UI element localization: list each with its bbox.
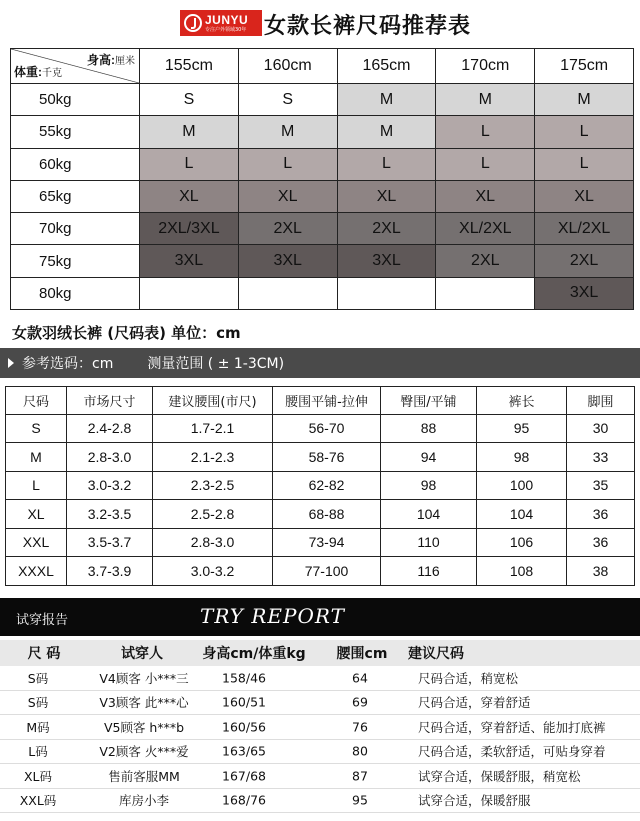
weight-row-label: 80kg bbox=[10, 278, 140, 310]
size-table-cell: 3.5-3.7 bbox=[67, 529, 153, 558]
try-report-cell: 76 bbox=[352, 719, 368, 735]
down-pants-size-table bbox=[5, 386, 635, 586]
size-table-cell: 3.7-3.9 bbox=[67, 557, 153, 586]
size-cell: 3XL bbox=[338, 245, 437, 277]
size-table-cell: 33 bbox=[567, 443, 635, 472]
size-table-cell: 100 bbox=[477, 472, 567, 501]
size-cell: S bbox=[239, 84, 338, 116]
size-table-cell: XXL bbox=[5, 529, 67, 558]
size-table-cell: 88 bbox=[381, 415, 477, 444]
try-report-cell: 尺码合适，穿着舒适、能加打底裤 bbox=[418, 719, 606, 735]
size-table-cell: 36 bbox=[567, 500, 635, 529]
try-report-cell: 87 bbox=[352, 768, 368, 784]
try-report-cell: S码 bbox=[27, 695, 49, 711]
size-table-cell: 2.8-3.0 bbox=[153, 529, 273, 558]
weight-row-label: 75kg bbox=[10, 245, 140, 277]
try-report-cell: V3顾客 此***心 bbox=[99, 695, 189, 711]
size-table-cell: 98 bbox=[477, 443, 567, 472]
brand-name: JUNYU bbox=[205, 12, 249, 27]
weight-row-label: 55kg bbox=[10, 116, 140, 148]
weight-row-label: 50kg bbox=[10, 84, 140, 116]
try-report-row bbox=[0, 666, 640, 691]
size-table-cell: S bbox=[5, 415, 67, 444]
try-report-cell: 95 bbox=[352, 792, 368, 808]
size-cell: 2XL bbox=[239, 213, 338, 245]
size-table-cell: 56-70 bbox=[273, 415, 381, 444]
try-report-bar bbox=[0, 598, 640, 636]
size-cell: XL bbox=[338, 181, 437, 213]
try-report-cell: 69 bbox=[352, 694, 368, 710]
height-axis-label: 身高: bbox=[87, 53, 115, 67]
height-column-header: 175cm bbox=[535, 48, 634, 84]
size-cell: 3XL bbox=[535, 278, 634, 310]
size-cell: M bbox=[338, 84, 437, 116]
brand-logo bbox=[180, 10, 262, 36]
size-cell bbox=[239, 278, 338, 310]
page-header bbox=[0, 0, 640, 48]
try-report-header-row bbox=[0, 640, 640, 666]
try-report-cell: 80 bbox=[352, 743, 368, 759]
size-table-cell: 68-88 bbox=[273, 500, 381, 529]
junyu-logo-icon bbox=[184, 14, 202, 32]
try-report-cell: 尺码合适，稍宽松 bbox=[418, 670, 519, 686]
try-report-header: 建议尺码 bbox=[408, 646, 464, 662]
size-table-cell: 3.0-3.2 bbox=[153, 557, 273, 586]
try-report-cell: S码 bbox=[27, 670, 49, 686]
size-cell: L bbox=[239, 149, 338, 181]
weight-axis-unit: 千克 bbox=[42, 68, 62, 79]
page-title: 女款长裤尺码推荐表 bbox=[264, 14, 472, 39]
try-report-cell: 尺码合适，穿着舒适 bbox=[418, 695, 531, 711]
try-report-cell: 163/65 bbox=[222, 743, 266, 759]
size-table-cell: 2.1-2.3 bbox=[153, 443, 273, 472]
size-table-cell: 62-82 bbox=[273, 472, 381, 501]
try-report-row bbox=[0, 715, 640, 740]
size-cell: XL/2XL bbox=[535, 213, 634, 245]
size-table-cell: L bbox=[5, 472, 67, 501]
size-table-cell: 2.3-2.5 bbox=[153, 472, 273, 501]
size-cell: XL bbox=[239, 181, 338, 213]
size-table-cell: 116 bbox=[381, 557, 477, 586]
height-axis-unit: 厘米 bbox=[115, 56, 135, 67]
size-cell: XL bbox=[140, 181, 239, 213]
size-table-cell: 106 bbox=[477, 529, 567, 558]
size-cell: M bbox=[535, 84, 634, 116]
size-cell: 2XL bbox=[338, 213, 437, 245]
size-table-cell: 2.5-2.8 bbox=[153, 500, 273, 529]
size-cell: M bbox=[338, 116, 437, 148]
weight-row-label: 60kg bbox=[10, 149, 140, 181]
size-cell: L bbox=[140, 149, 239, 181]
size-table-cell: 94 bbox=[381, 443, 477, 472]
try-report-header: 试穿人 bbox=[121, 646, 163, 662]
try-report-header: 身高cm/体重kg bbox=[202, 646, 306, 662]
try-report-cell: XL码 bbox=[23, 768, 53, 784]
try-report-cell: XXL码 bbox=[19, 793, 57, 809]
try-report-cell: 167/68 bbox=[222, 768, 266, 784]
size-table-cell: XXXL bbox=[5, 557, 67, 586]
size-table-header: 市场尺寸 bbox=[67, 386, 153, 415]
try-report-cell: 168/76 bbox=[222, 792, 266, 808]
size-cell: L bbox=[338, 149, 437, 181]
size-table-header: 脚围 bbox=[567, 386, 635, 415]
height-column-header: 165cm bbox=[338, 48, 437, 84]
try-report-cell: V5顾客 h***b bbox=[103, 719, 185, 735]
reference-size-label: 参考选码：cm bbox=[22, 356, 114, 372]
size-cell bbox=[436, 278, 535, 310]
measurement-bar bbox=[0, 348, 640, 378]
size-table-cell: 35 bbox=[567, 472, 635, 501]
size-cell: XL/2XL bbox=[436, 213, 535, 245]
try-report-row bbox=[0, 764, 640, 789]
try-report-table bbox=[0, 640, 640, 813]
try-report-row bbox=[0, 789, 640, 814]
size-table-cell: 58-76 bbox=[273, 443, 381, 472]
size-table-cell: 3.2-3.5 bbox=[67, 500, 153, 529]
size-table-cell: 110 bbox=[381, 529, 477, 558]
size-cell: XL bbox=[535, 181, 634, 213]
try-report-cell: 试穿合适，保暖舒服，稍宽松 bbox=[418, 768, 581, 784]
size-cell: M bbox=[436, 84, 535, 116]
size-cell: S bbox=[140, 84, 239, 116]
size-table-cell: 36 bbox=[567, 529, 635, 558]
size-table-cell: 95 bbox=[477, 415, 567, 444]
size-cell: 2XL bbox=[436, 245, 535, 277]
size-cell: 2XL/3XL bbox=[140, 213, 239, 245]
size-cell: L bbox=[436, 116, 535, 148]
size-table-cell: 104 bbox=[477, 500, 567, 529]
size-table-cell: 2.4-2.8 bbox=[67, 415, 153, 444]
try-report-cell: V2顾客 火***爱 bbox=[99, 744, 189, 760]
size-cell: M bbox=[140, 116, 239, 148]
size-table-header: 建议腰围(市尺) bbox=[153, 386, 273, 415]
size-table-cell: M bbox=[5, 443, 67, 472]
size-table-cell: 3.0-3.2 bbox=[67, 472, 153, 501]
size-cell bbox=[338, 278, 437, 310]
size-cell: L bbox=[436, 149, 535, 181]
try-report-cell: 158/46 bbox=[222, 670, 266, 686]
size-table-cell: 108 bbox=[477, 557, 567, 586]
triangle-right-icon bbox=[8, 358, 14, 368]
size-table-header: 尺码 bbox=[5, 386, 67, 415]
height-column-header: 170cm bbox=[436, 48, 535, 84]
try-report-header: 腰围cm bbox=[336, 646, 388, 662]
try-report-cell: 试穿合适，保暖舒服 bbox=[418, 793, 531, 809]
size-table-cell: XL bbox=[5, 500, 67, 529]
size-table-cell: 98 bbox=[381, 472, 477, 501]
size-table-header: 裤长 bbox=[477, 386, 567, 415]
size-table-header: 腰围平铺-拉伸 bbox=[273, 386, 381, 415]
weight-axis-label: 体重: bbox=[14, 65, 42, 79]
measurement-range-label: 测量范围 ( ± 1-3CM) bbox=[147, 356, 285, 372]
size-table-header: 臀围/平铺 bbox=[381, 386, 477, 415]
try-report-row bbox=[0, 691, 640, 716]
try-report-script-title: TRY REPORT bbox=[200, 604, 345, 628]
try-report-cell: 160/51 bbox=[222, 694, 266, 710]
size-cell: L bbox=[535, 116, 634, 148]
height-column-header: 155cm bbox=[140, 48, 239, 84]
size-table-cell: 73-94 bbox=[273, 529, 381, 558]
try-report-cell: 尺码合适，柔软舒适，可贴身穿着 bbox=[418, 744, 606, 760]
try-report-cell: 库房小李 bbox=[118, 793, 170, 809]
size-cell: 2XL bbox=[535, 245, 634, 277]
size-cell: M bbox=[239, 116, 338, 148]
size-table-cell: 2.8-3.0 bbox=[67, 443, 153, 472]
brand-tagline: 专注户外领域30年 bbox=[205, 26, 247, 33]
size-table-cell: 1.7-2.1 bbox=[153, 415, 273, 444]
try-report-cell: 160/56 bbox=[222, 719, 266, 735]
size-table-cell: 38 bbox=[567, 557, 635, 586]
size-cell: 3XL bbox=[140, 245, 239, 277]
try-report-cell: V4顾客 小***三 bbox=[99, 670, 189, 686]
size-table-cell: 30 bbox=[567, 415, 635, 444]
try-report-cell: 售前客服MM bbox=[108, 768, 180, 784]
try-report-header: 尺 码 bbox=[27, 646, 61, 662]
size-table-cell: 77-100 bbox=[273, 557, 381, 586]
try-report-cell: L码 bbox=[28, 744, 48, 760]
weight-row-label: 65kg bbox=[10, 181, 140, 213]
weight-row-label: 70kg bbox=[10, 213, 140, 245]
size-table-cell: 104 bbox=[381, 500, 477, 529]
try-report-row bbox=[0, 740, 640, 765]
try-report-cell: M码 bbox=[26, 719, 50, 735]
size-cell: L bbox=[535, 149, 634, 181]
size-recommendation-table bbox=[10, 48, 634, 310]
table-corner-header bbox=[10, 48, 140, 84]
size-cell bbox=[140, 278, 239, 310]
try-report-cell: 64 bbox=[352, 670, 368, 686]
down-pants-table-title: 女款羽绒长裤 (尺码表) 单位：cm bbox=[12, 324, 241, 342]
height-column-header: 160cm bbox=[239, 48, 338, 84]
size-cell: XL bbox=[436, 181, 535, 213]
try-report-label: 试穿报告 bbox=[16, 613, 69, 628]
size-cell: 3XL bbox=[239, 245, 338, 277]
